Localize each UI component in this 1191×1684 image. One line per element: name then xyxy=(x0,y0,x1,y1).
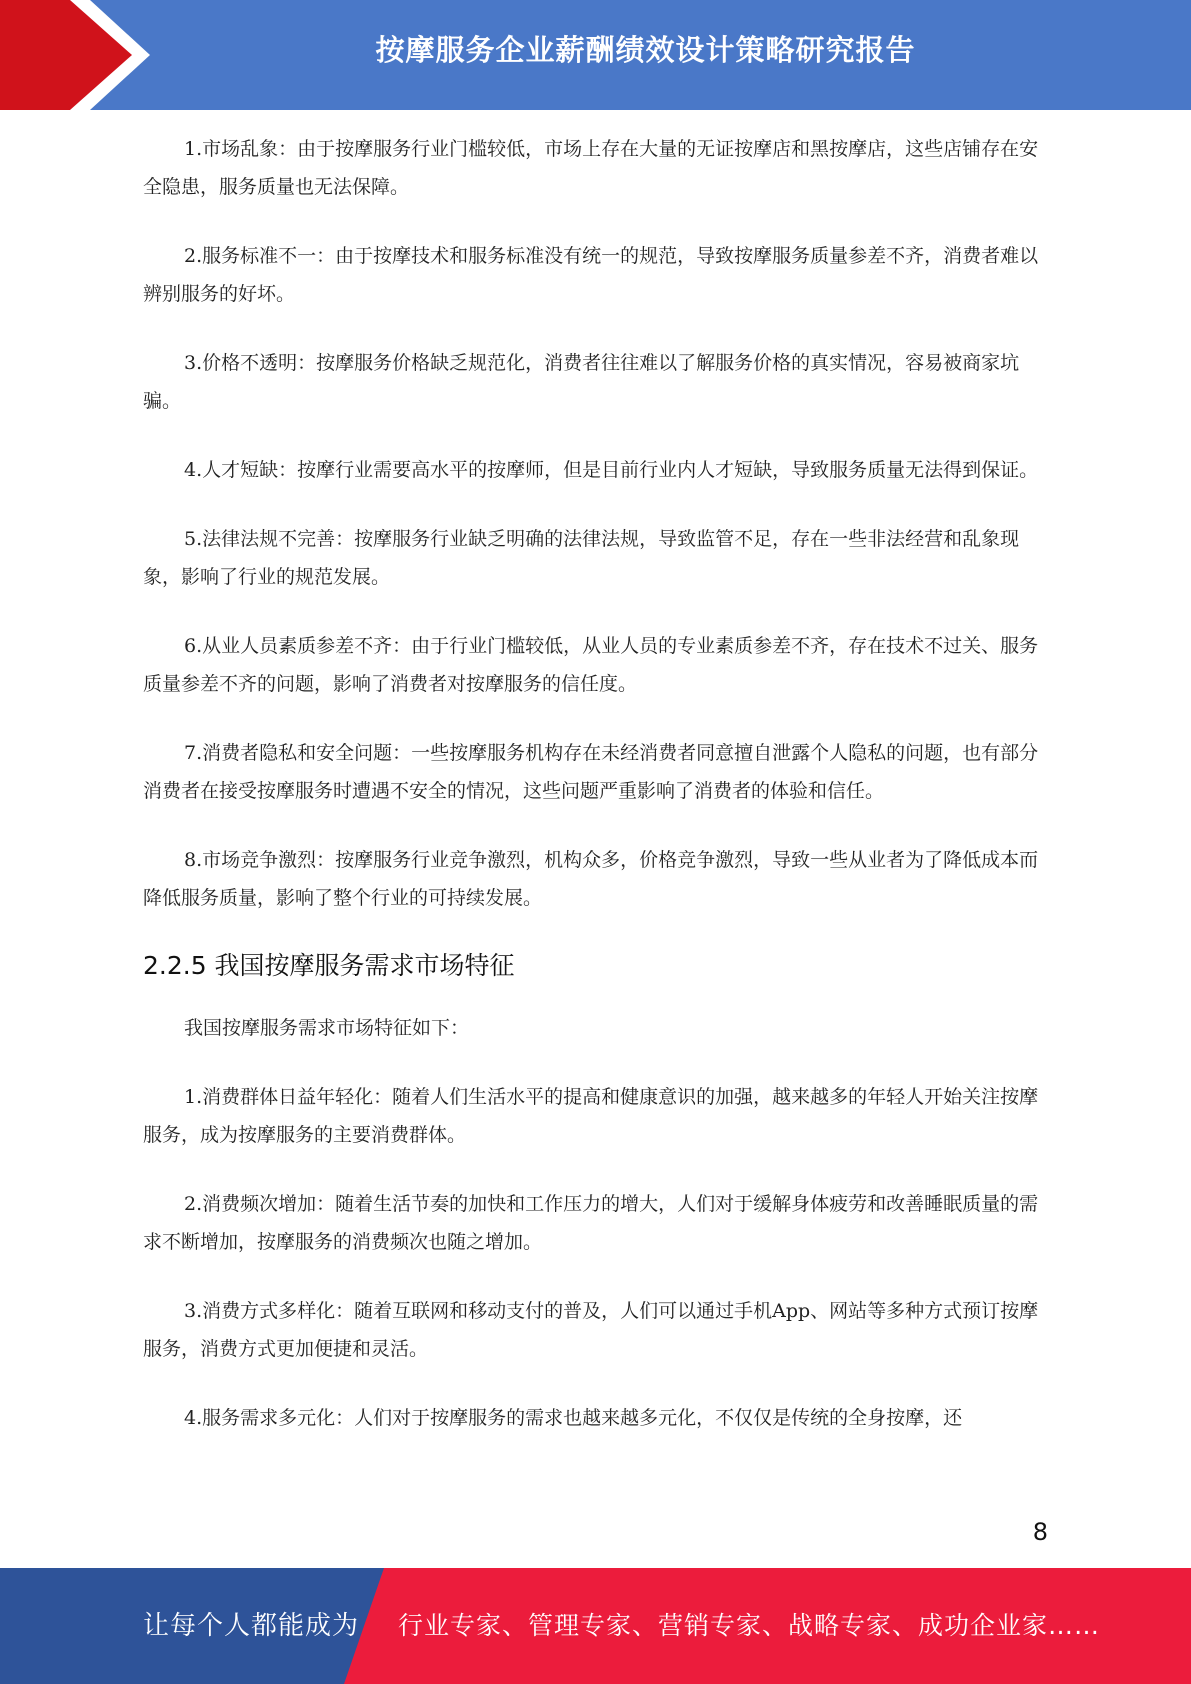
page-header xyxy=(0,0,1191,110)
paragraph: 2.服务标准不一：由于按摩技术和服务标准没有统一的规范，导致按摩服务质量参差不齐，消费者难以辨别服务的好坏。 xyxy=(143,245,1039,305)
paragraph: 7.消费者隐私和安全问题：一些按摩服务机构存在未经消费者同意擅自泄露个人隐私的问题，也有部分消费者在接受按摩服务时遭遇不安全的情况，这些问题严重影响了消费者的体验和信任。 xyxy=(143,742,1039,802)
page-content xyxy=(143,130,1048,1437)
section-heading: 2.2.5 我国按摩服务需求市场特征 xyxy=(143,951,515,980)
footer-slogan-left: 让每个人都能成为 xyxy=(143,1611,360,1641)
paragraph: 4.人才短缺：按摩行业需要高水平的按摩师，但是目前行业内人才短缺，导致服务质量无法得到保证。 xyxy=(184,459,1039,481)
paragraph: 1.市场乱象：由于按摩服务行业门槛较低，市场上存在大量的无证按摩店和黑按摩店，这些店铺存在安全隐患，服务质量也无法保障。 xyxy=(143,138,1039,198)
page-number: 8 xyxy=(1032,1518,1048,1546)
paragraph: 4.服务需求多元化：人们对于按摩服务的需求也越来越多元化，不仅仅是传统的全身按摩，还 xyxy=(184,1407,963,1429)
footer-slogan-right: 行业专家、管理专家、营销专家、战略专家、成功企业家…… xyxy=(398,1611,1101,1640)
paragraph: 6.从业人员素质参差不齐：由于行业门槛较低，从业人员的专业素质参差不齐，存在技术不过关、服务质量参差不齐的问题，影响了消费者对按摩服务的信任度。 xyxy=(143,635,1039,695)
report-title: 按摩服务企业薪酬绩效设计策略研究报告 xyxy=(375,33,916,67)
paragraph: 3.价格不透明：按摩服务价格缺乏规范化，消费者往往难以了解服务价格的真实情况，容易被商家坑骗。 xyxy=(143,352,1020,412)
page-footer xyxy=(0,1568,1191,1684)
paragraph: 1.消费群体日益年轻化：随着人们生活水平的提高和健康意识的加强，越来越多的年轻人开始关注按摩服务，成为按摩服务的主要消费群体。 xyxy=(143,1086,1039,1146)
paragraph: 我国按摩服务需求市场特征如下： xyxy=(184,1017,470,1039)
paragraph: 3.消费方式多样化：随着互联网和移动支付的普及，人们可以通过手机App、网站等多种方式预订按摩服务，消费方式更加便捷和灵活。 xyxy=(143,1300,1039,1360)
paragraph: 2.消费频次增加：随着生活节奏的加快和工作压力的增大，人们对于缓解身体疲劳和改善睡眠质量的需求不断增加，按摩服务的消费频次也随之增加。 xyxy=(143,1193,1039,1253)
paragraph: 8.市场竞争激烈：按摩服务行业竞争激烈，机构众多，价格竞争激烈，导致一些从业者为了降低成本而降低服务质量，影响了整个行业的可持续发展。 xyxy=(143,849,1039,909)
paragraph: 5.法律法规不完善：按摩服务行业缺乏明确的法律法规，导致监管不足，存在一些非法经营和乱象现象，影响了行业的规范发展。 xyxy=(143,528,1020,588)
